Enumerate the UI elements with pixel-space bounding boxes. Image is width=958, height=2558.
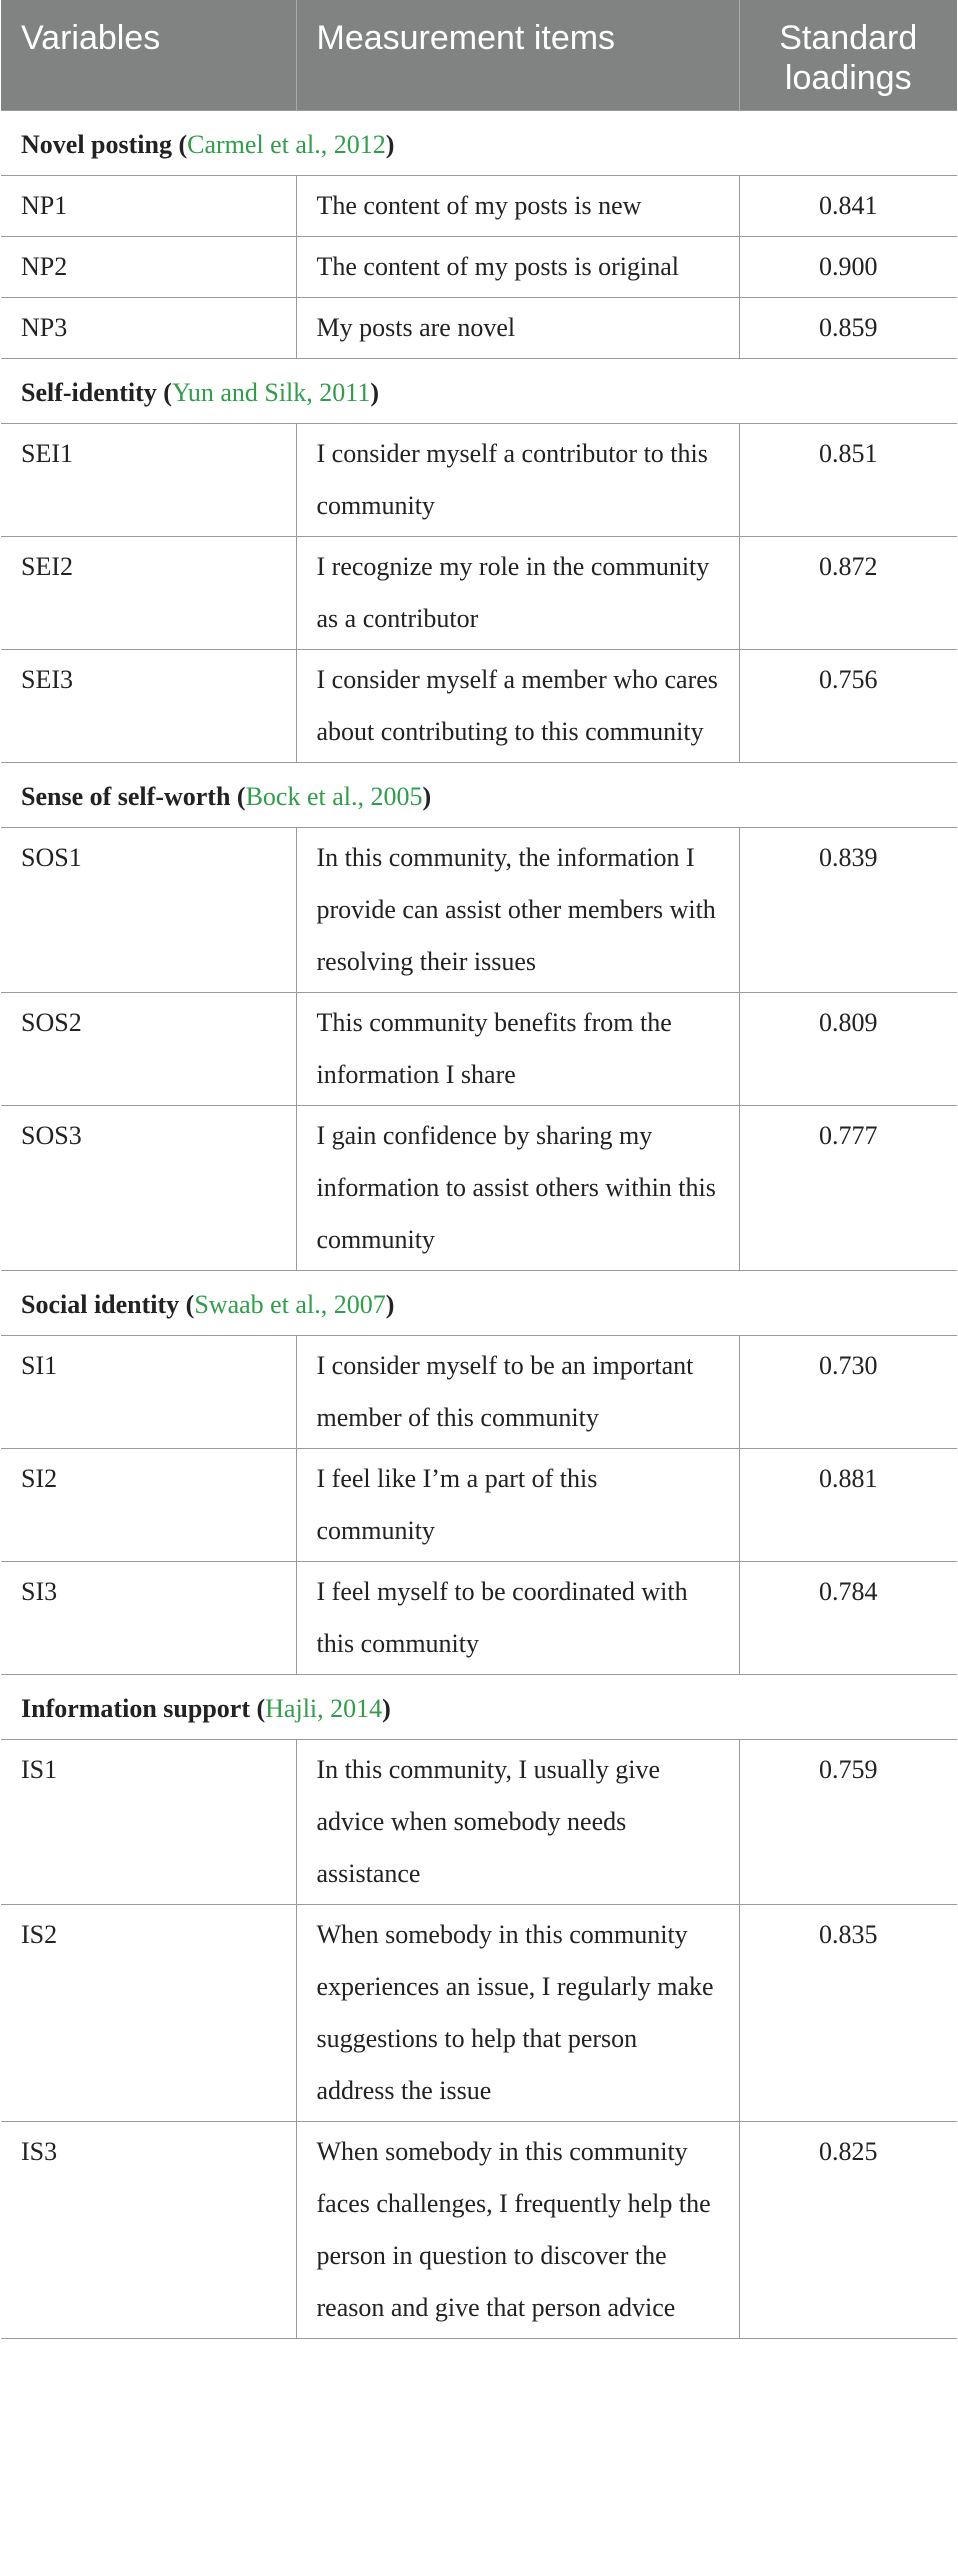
variable-code: SI2 [1,1449,296,1562]
measurement-item: In this community, I usually give advice when somebody needs assistance [296,1740,739,1905]
table-row [1,176,957,237]
variable-code: IS2 [1,1905,296,2122]
table-row [1,298,957,359]
variable-code: NP2 [1,237,296,298]
measurement-item: I gain confidence by sharing my information to assist others within this community [296,1106,739,1271]
standard-loading: 0.872 [739,537,957,650]
citation-link[interactable]: Yun and Silk, 2011 [171,378,371,407]
measurement-item: My posts are novel [296,298,739,359]
variable-code: SEI2 [1,537,296,650]
group-row [1,763,957,828]
measurement-item: I feel like I’m a part of this community [296,1449,739,1562]
group-title: Novel posting [21,130,172,159]
header-loadings-line1: Standard [779,19,918,57]
header-variables: Variables [1,0,296,111]
standard-loading: 0.756 [739,650,957,763]
measurement-item: I feel myself to be coordinated with this community [296,1562,739,1675]
table-row [1,993,957,1106]
standard-loading: 0.777 [739,1106,957,1271]
standard-loading: 0.835 [739,1905,957,2122]
measurement-item: This community benefits from the information I share [296,993,739,1106]
standard-loading: 0.784 [739,1562,957,1675]
measurement-item: When somebody in this community experiences an issue, I regularly make suggestions to help that person address the issue [296,1905,739,2122]
measurement-item: When somebody in this community faces challenges, I frequently help the person in question to discover the reason and give that person advice [296,2122,739,2339]
measurement-item: I consider myself to be an important member of this community [296,1336,739,1449]
measurement-item: The content of my posts is original [296,237,739,298]
group-title: Information support [21,1694,250,1723]
table-row [1,1562,957,1675]
table-row [1,1905,957,2122]
header-standard-loadings [739,0,957,111]
table-row [1,1449,957,1562]
standard-loading: 0.851 [739,424,957,537]
variable-code: SOS2 [1,993,296,1106]
table-row [1,1740,957,1905]
standard-loading: 0.825 [739,2122,957,2339]
group-row [1,111,957,176]
measurement-table [1,0,957,2339]
standard-loading: 0.839 [739,828,957,993]
standard-loading: 0.859 [739,298,957,359]
variable-code: SEI3 [1,650,296,763]
measurement-item: I consider myself a member who cares about contributing to this community [296,650,739,763]
header-row [1,0,957,111]
group-heading: Sense of self-worth (Bock et al., 2005) [1,763,957,828]
standard-loading: 0.841 [739,176,957,237]
variable-code: SEI1 [1,424,296,537]
standard-loading: 0.881 [739,1449,957,1562]
table-row [1,828,957,993]
citation-link[interactable]: Swaab et al., 2007 [194,1290,386,1319]
table-row [1,2122,957,2339]
citation-link[interactable]: Bock et al., 2005 [245,782,423,811]
table-row [1,424,957,537]
variable-code: IS3 [1,2122,296,2339]
table-row [1,1336,957,1449]
header-loadings-line2: loadings [784,59,912,97]
group-heading: Social identity (Swaab et al., 2007) [1,1271,957,1336]
header-measurement-items: Measurement items [296,0,739,111]
measurement-item: In this community, the information I provide can assist other members with resolving their issues [296,828,739,993]
group-heading: Novel posting (Carmel et al., 2012) [1,111,957,176]
variable-code: NP3 [1,298,296,359]
table-row [1,537,957,650]
citation-link[interactable]: Hajli, 2014 [265,1694,383,1723]
variable-code: SOS1 [1,828,296,993]
group-row [1,1675,957,1740]
variable-code: NP1 [1,176,296,237]
citation-link[interactable]: Carmel et al., 2012 [187,130,386,159]
table-row [1,650,957,763]
group-title: Sense of self-worth [21,782,231,811]
table-row [1,1106,957,1271]
measurement-item: I consider myself a contributor to this community [296,424,739,537]
standard-loading: 0.730 [739,1336,957,1449]
standard-loading: 0.809 [739,993,957,1106]
group-heading: Information support (Hajli, 2014) [1,1675,957,1740]
measurement-item: I recognize my role in the community as a contributor [296,537,739,650]
group-title: Self-identity [21,378,157,407]
group-row [1,359,957,424]
group-row [1,1271,957,1336]
measurement-item: The content of my posts is new [296,176,739,237]
variable-code: SI3 [1,1562,296,1675]
group-title: Social identity [21,1290,180,1319]
variable-code: IS1 [1,1740,296,1905]
table-row [1,237,957,298]
variable-code: SI1 [1,1336,296,1449]
standard-loading: 0.900 [739,237,957,298]
variable-code: SOS3 [1,1106,296,1271]
standard-loading: 0.759 [739,1740,957,1905]
group-heading: Self-identity (Yun and Silk, 2011) [1,359,957,424]
